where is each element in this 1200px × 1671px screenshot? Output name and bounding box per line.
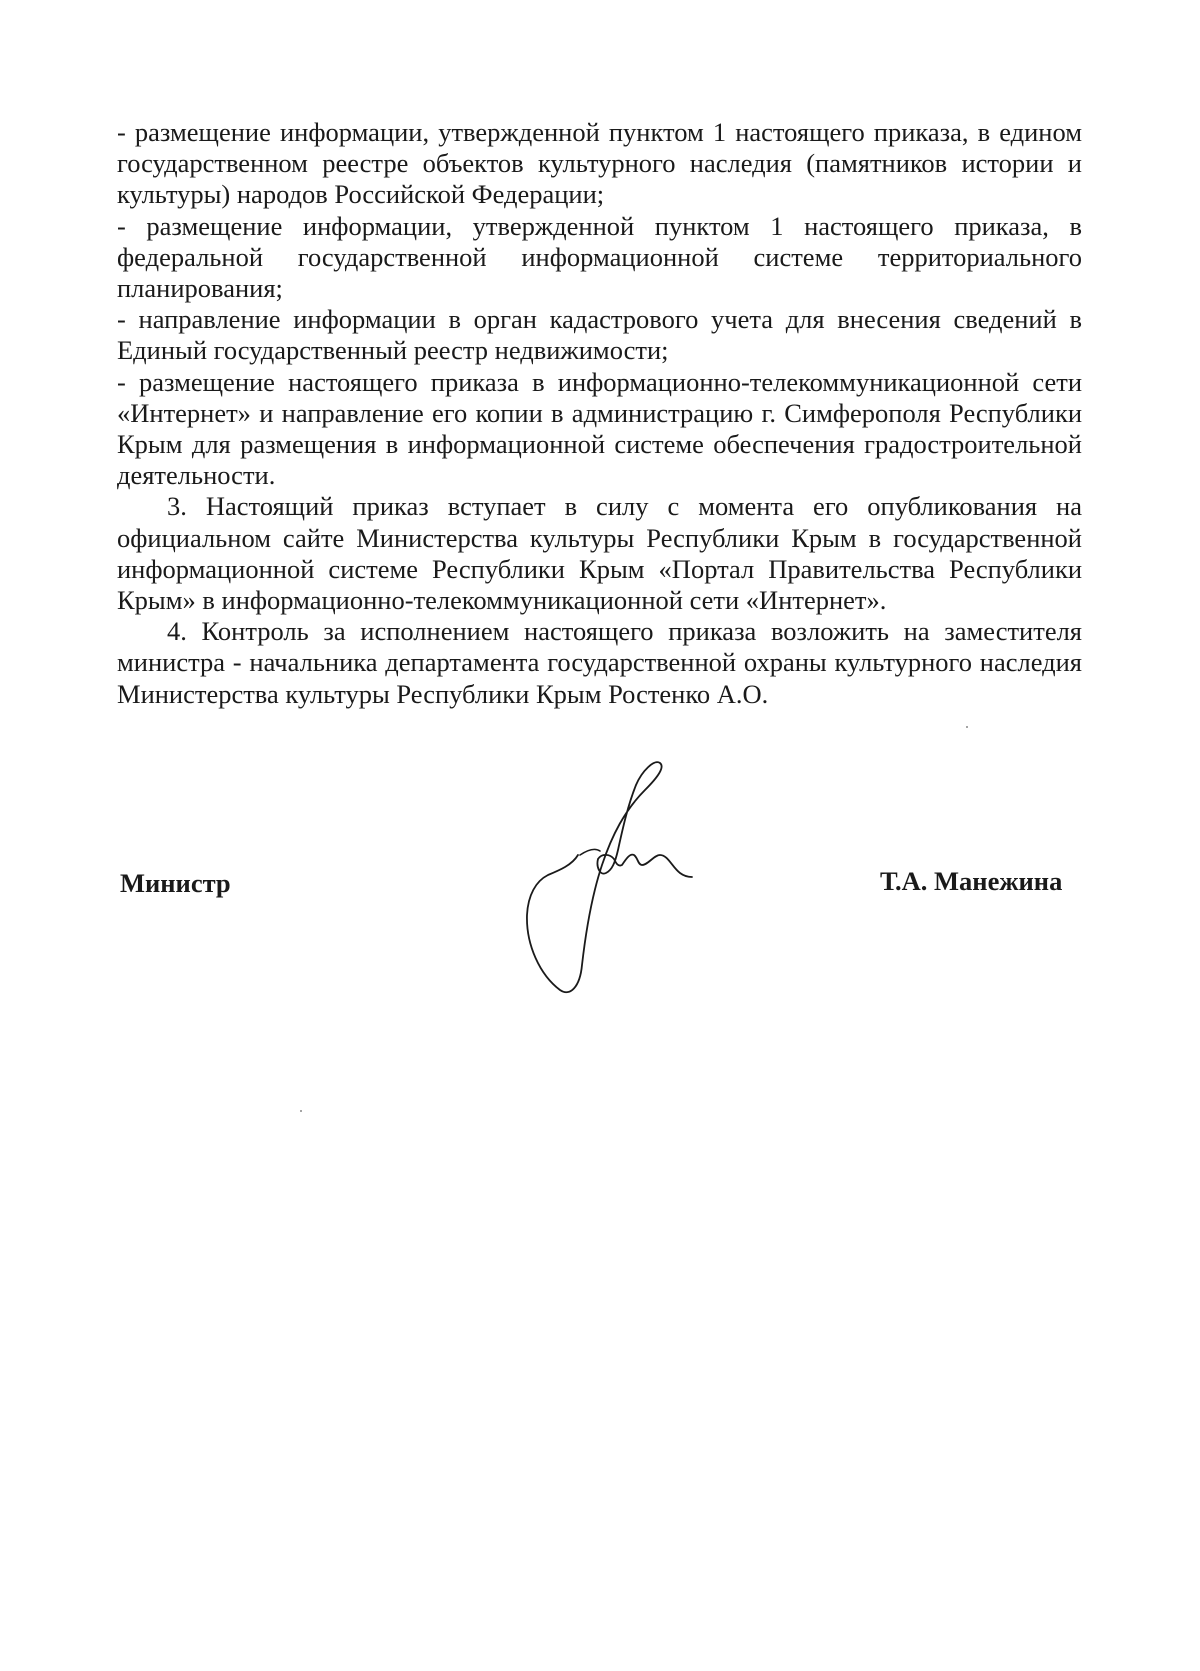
bullet-item: - направление информации в орган кадастрового учета для внесения сведений в Единый государственный реестр недвижимости; [117, 304, 1082, 366]
signatory-title: Министр [120, 868, 231, 898]
handwritten-signature [520, 755, 710, 995]
clause-3: 3. Настоящий приказ вступает в силу с момента его опубликования на официальном сайте Министерства культуры Республики Крым в государственной информационной системе Республики Крым «Портал Правительства Республики Крым» в информационно-телекоммуникационной сети «Интернет». [117, 491, 1082, 616]
scan-speck [300, 1110, 302, 1112]
signatory-name: Т.А. Манежина [880, 866, 1063, 896]
scan-speck [966, 726, 968, 728]
clause-4: 4. Контроль за исполнением настоящего приказа возложить на заместителя министра - начальника департамента государственной охраны культурного наследия Министерства культуры Республики Крым Ростенко А.О. [117, 616, 1082, 709]
bullet-item: - размещение информации, утвержденной пунктом 1 настоящего приказа, в федеральной государственной информационной системе территориального планирования; [117, 210, 1082, 304]
bullet-item: - размещение настоящего приказа в информационно-телекоммуникационной сети «Интернет» и направление его копии в администрацию г. Симферополя Республики Крым для размещения в информационной системе обеспечения градостроительной деятельности. [117, 366, 1082, 491]
bullet-item: - размещение информации, утвержденной пунктом 1 настоящего приказа, в едином государственном реестре объектов культурного наследия (памятников истории и культуры) народов Российской Федерации; [117, 117, 1082, 210]
